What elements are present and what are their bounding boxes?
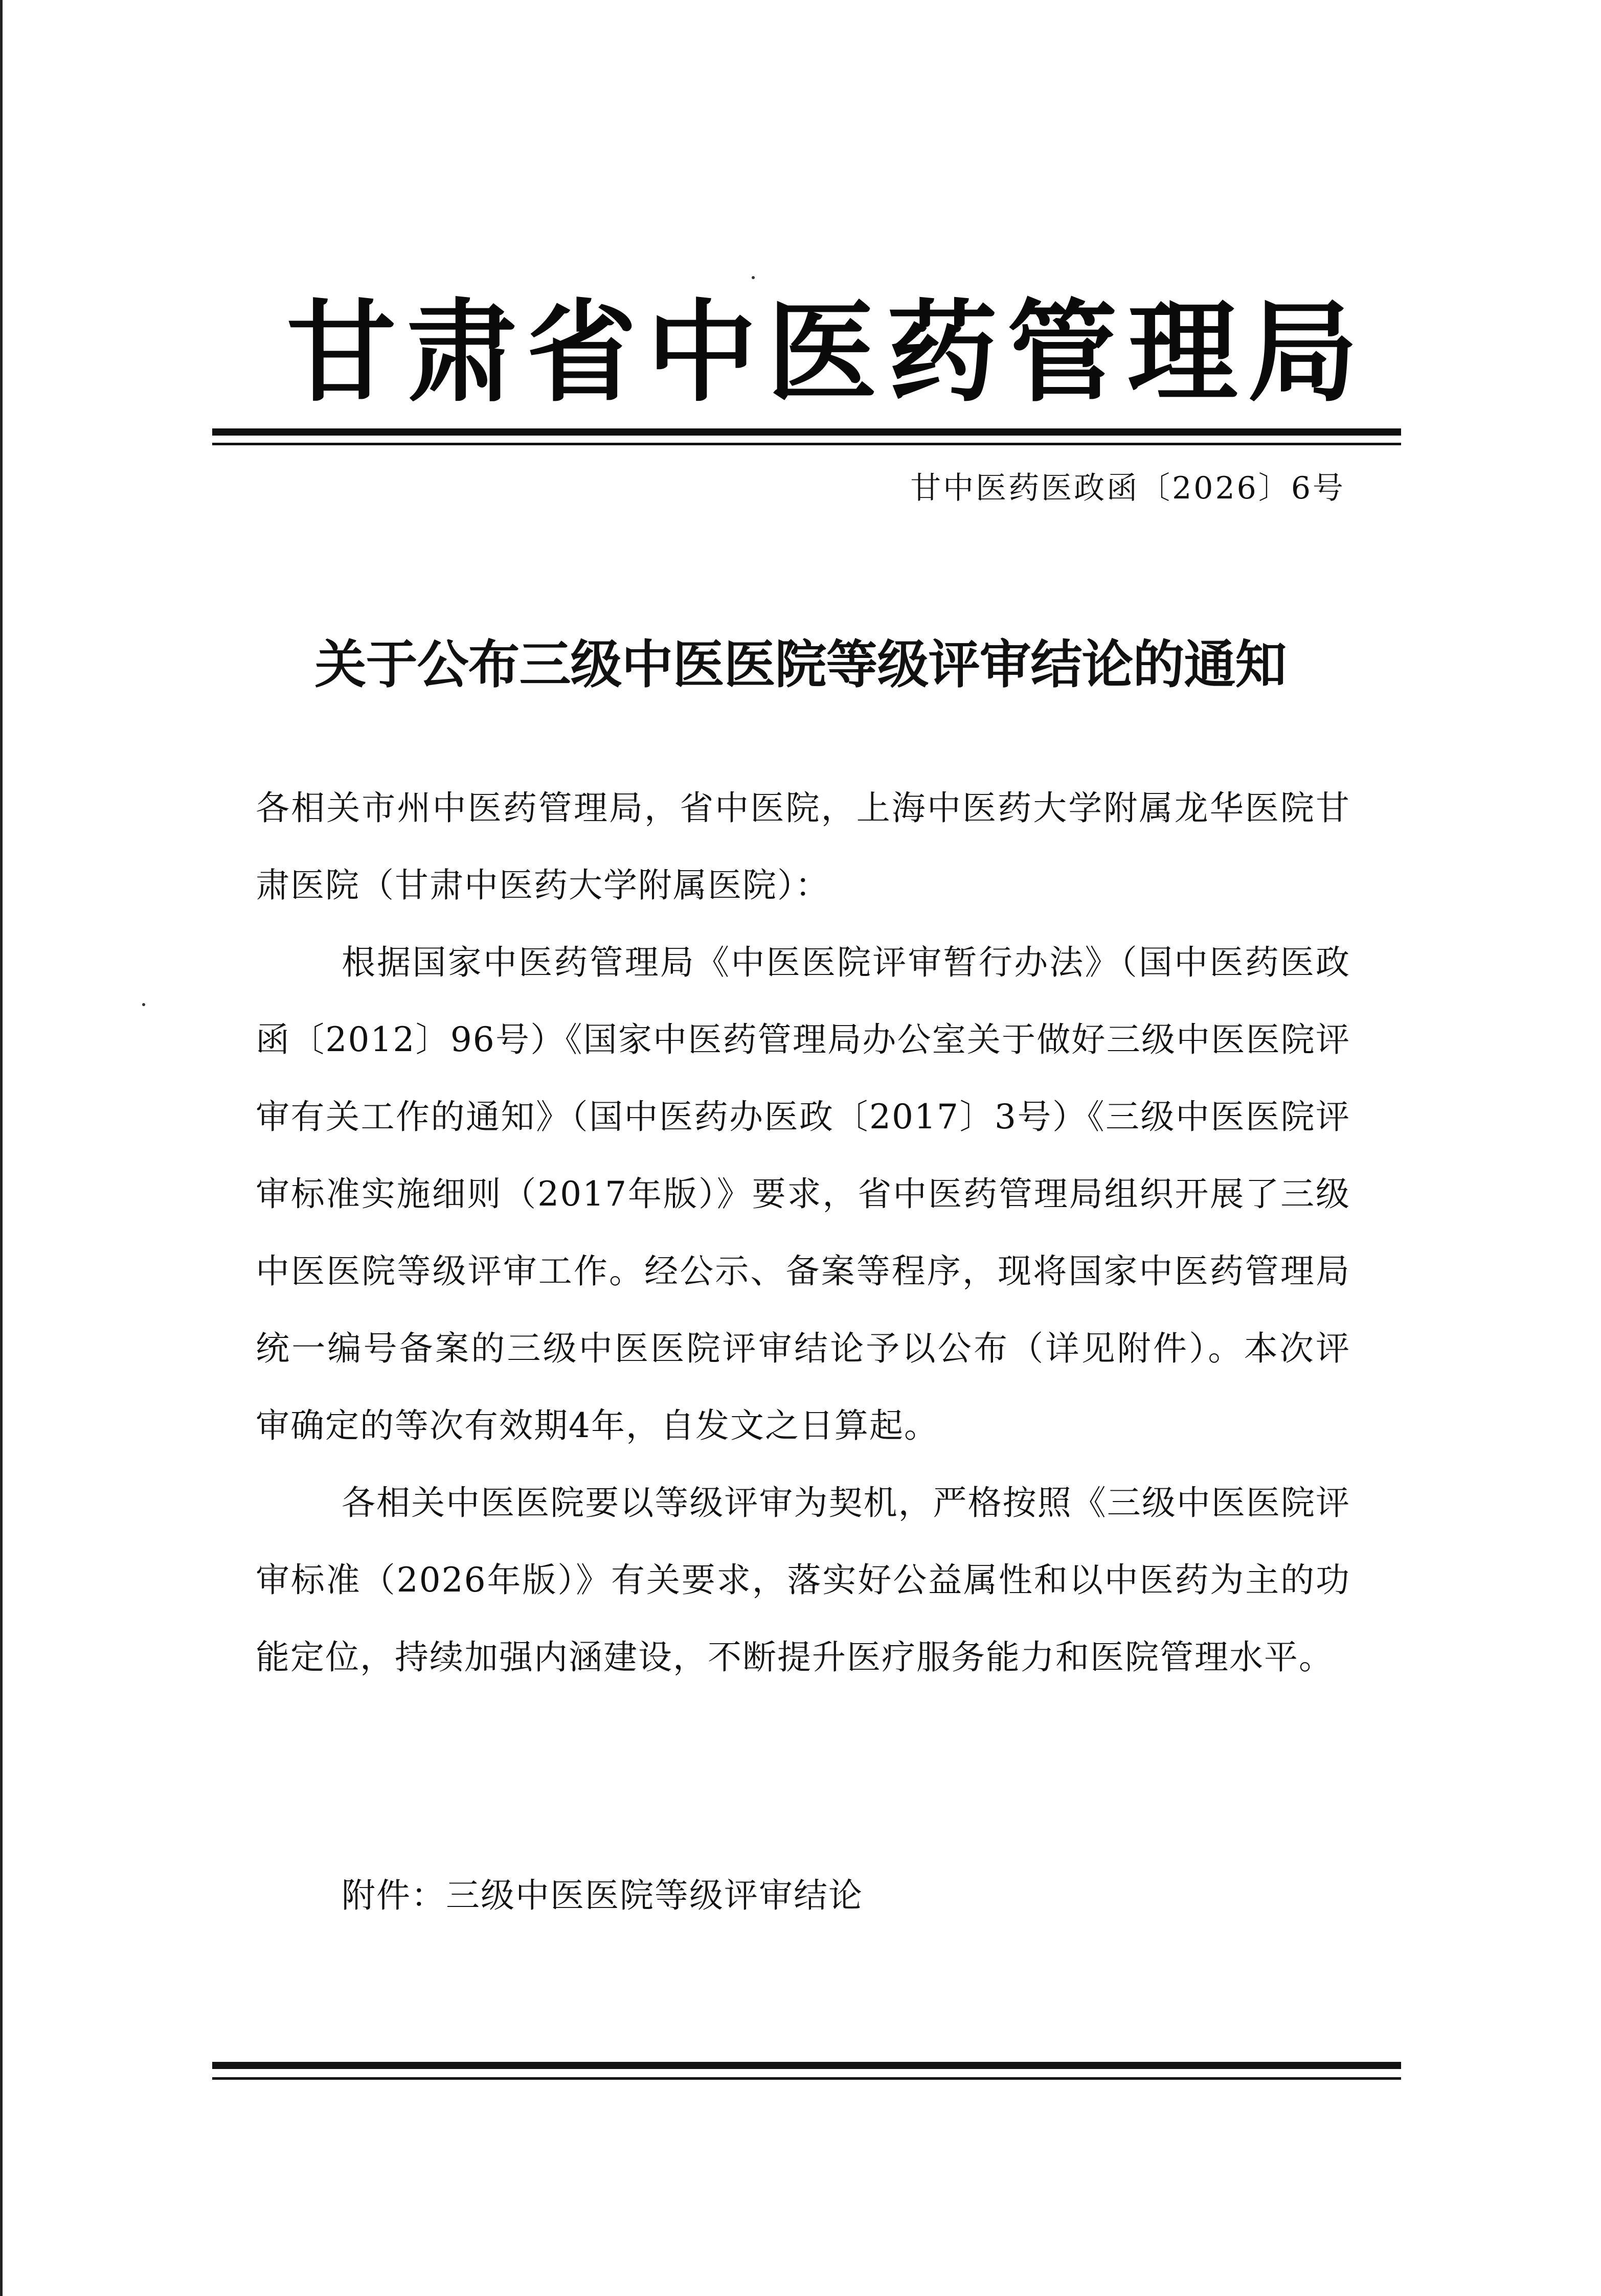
salutation: 各相关市州中医药管理局，省中医院，上海中医药大学附属龙华医院甘肃医院（甘肃中医药大学附属医院）： [256,788,1350,905]
header-rule-thin [212,443,1401,445]
document-number: 甘中医药医政函〔2026〕6号 [910,470,1345,506]
scan-speck [142,1003,145,1006]
body-paragraph: 根据国家中医药管理局《中医医院评审暂行办法》（国中医药医政函〔2012〕96号）《国家中医药管理局办公室关于做好三级中医医院评审有关工作的通知》（国中医药办医政〔2017〕3号）《三级中医医院评审标准实施细则（2017年版）》要求，省中医药管理局组织开展了三级中医医院等级评审工作。经公示、备案等程序，现将国家中医药管理局统一编号备案的三级中医医院评审结论予以公布（详见附件）。本次评审确定的等次有效期4年，自发文之日算起。 [256,943,1350,1445]
footer-rule-thick [212,2062,1401,2069]
attachment-note: 附件：三级中医医院等级评审结论 [342,1876,863,1915]
document-title: 关于公布三级中医医院等级评审结论的通知 [314,634,1287,695]
issuing-authority-heading: 甘肃省中医药管理局 [286,288,1368,417]
scan-edge-line [0,0,3,2296]
footer-rule-thin [212,2077,1401,2080]
document-body [256,769,1350,1696]
scan-speck [752,276,755,279]
header-rule-thick [212,428,1401,436]
body-paragraph: 各相关中医医院要以等级评审为契机，严格按照《三级中医医院评审标准（2026年版）》有关要求，落实好公益属性和以中医药为主的功能定位，持续加强内涵建设，不断提升医疗服务能力和医院管理水平。 [256,1483,1350,1677]
